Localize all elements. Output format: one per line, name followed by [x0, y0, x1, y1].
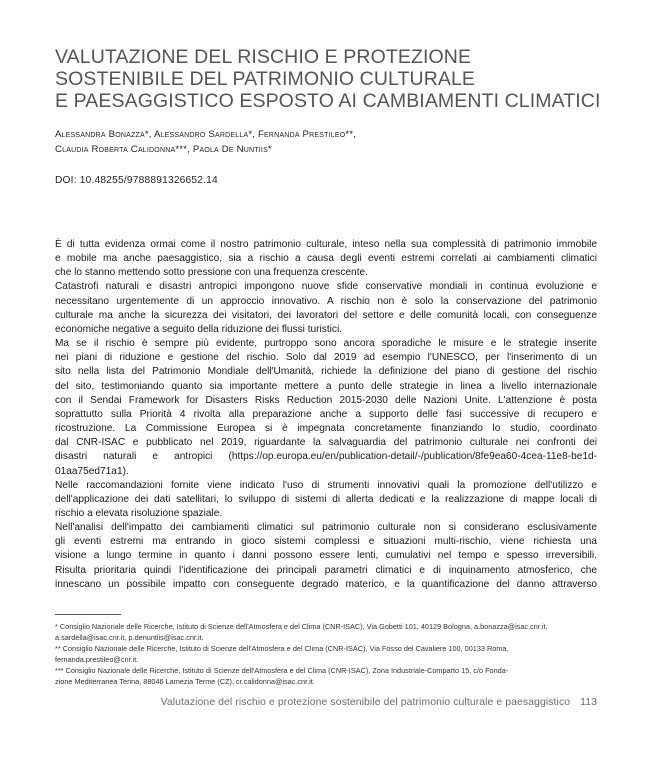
footnote-line: ** Consiglio Nazionale delle Ricerche, Istituto di Scienze dell'Atmosfera e del Clima (CNR-ISAC), Via Fosso del Cavaliere 100, 00133 Roma, [55, 643, 509, 653]
body-line: del sito, testimoniando quanto sia importante mettere a punto delle strategie in linea a livello internazionale [55, 380, 597, 392]
title-line: VALUTAZIONE DEL RISCHIO E PROTEZIONE [55, 46, 472, 68]
body-line: rischio a elevata risoluzione spaziale. [55, 507, 223, 519]
body-line: È di tutta evidenza ormai come il nostro patrimonio culturale, inteso nella sua complessità di patrimonio immobile [55, 239, 597, 250]
body-line: e mobile ma anche paesaggistico, sia a rischio a causa degli eventi estremi correlati ai cambiamenti climatici [55, 253, 597, 265]
running-footer [55, 697, 597, 708]
title-line: E PAESAGGISTICO ESPOSTO AI CAMBIAMENTI CLIMATICI [55, 90, 601, 112]
body-line: che lo stanno mettendo sotto pressione con una frequenza crescente. [55, 267, 368, 279]
footnote-line: fernanda.prestileo@cnr.it. [55, 654, 139, 664]
body-line: con il Sendai Framework for Disasters Risks Reduction 2015-2030 delle Nazioni Unite. L'attenzione è posta [55, 394, 597, 406]
body-line: 01aa75ed71a1). [55, 465, 129, 477]
body-line: dell'applicazione dei dati satellitari, lo sviluppo di sistemi di allerta dedicati e la realizzazione di mappe locali di [55, 493, 597, 505]
body-line: Nell'analisi dell'impatto dei cambiamenti climatici sul patrimonio culturale non si considerano esclusivamente [55, 522, 597, 534]
body-line: soprattutto sulla Priorità 4 rivolta alla preparazione anche a supporto delle fasi successive di recupero e [55, 408, 597, 420]
author-list [55, 127, 635, 157]
body-line: innescano un possibile impatto con conseguente degrado materico, e la quantificazione del danno attraverso [55, 578, 597, 590]
body-text [55, 238, 597, 592]
body-line: ricostruzione. La Commissione Europea si è impegnata concretamente finanziando lo studio, coordinato [55, 423, 597, 435]
author-line: Alessandra Bonazza*, Alessandro Sardella*, Fernanda Prestileo**, [55, 129, 357, 140]
body-line: Nelle raccomandazioni fornite viene indicato l'uso di strumenti innovativi quali la promozione dell'utilizzo e [55, 479, 597, 491]
body-line: economiche negative a seguito della riduzione dei flussi turistici. [55, 323, 343, 335]
body-line: sito nella lista del Patrimonio Mondiale dell'Umanità, richiede la definizione del piano di gestione del rischio [55, 366, 597, 378]
body-line: nei piani di riduzione e gestione del rischio. Solo dal 2019 ad esempio l'UNESCO, per l'inserimento di un [55, 352, 597, 364]
chapter-title [55, 46, 635, 112]
footnote-line: a.sardella@isac.cnr.it, p.denuntiis@isac.cnr.it. [55, 632, 204, 642]
doi-identifier: DOI: 10.48255/9788891326652.14 [55, 175, 218, 186]
footnote-line: *** Consiglio Nazionale delle Ricerche, Istituto di Scienze dell'Atmosfera e del Clima (CNR-ISAC), Zona Industriale-Comparto 15, c/o Fonda- [55, 665, 509, 675]
body-line: dal CNR-ISAC e pubblicato nel 2019, riguardante la salvaguardia del patrimonio culturale nei confronti dei [55, 437, 597, 449]
footnote-line: * Consiglio Nazionale delle Ricerche, Istituto di Scienze dell'Atmosfera e del Clima (CNR-ISAC), Via Gobetti 101, 40129 Bologna, a.bonazza@isac.cnr.it, [55, 622, 548, 631]
body-line: Ma se il rischio è sempre più evidente, purtroppo sono ancora sporadiche le misure e le strategie inserite [55, 338, 597, 350]
footnote-line: zione Mediterranea Terina, 88046 Lamezia Terme (CZ), cr.calidonna@isac.cnr.it. [55, 676, 315, 686]
author-line: Claudia Roberta Calidonna***, Paola De Nuntiis* [55, 144, 272, 155]
body-line: Catastrofi naturali e disastri antropici impongono nuove sfide conservative mondiali in continua evoluzione e [55, 281, 597, 293]
footnotes [55, 622, 600, 687]
title-line: SOSTENIBILE DEL PATRIMONIO CULTURALE [55, 68, 476, 90]
body-line: culturale ma anche la sicurezza dei visitatori, dei lavoratori del settore e delle comunità locali, con conseguenze [55, 309, 597, 321]
footnote-divider [55, 614, 121, 615]
running-footer-title: Valutazione del rischio e protezione sostenibile del patrimonio culturale e paesaggistico [160, 697, 571, 708]
body-line: visione a lungo termine in quanto i danni possono essere lenti, cumulativi nel tempo e spesso irreversibili. [55, 550, 597, 562]
body-line: Risulta prioritaria quindi l'identificazione dei principali parametri climatici e di inquinamento atmosferico, che [55, 564, 597, 576]
body-line: gli eventi estremi ma entrando in gioco sistemi complessi e situazioni multi-rischio, viene richiesta una [55, 536, 597, 548]
body-line: disastri naturali e antropici (https://op.europa.eu/en/publication-detail/-/publication/8fe9ea60-4cea-11e8-be1d- [55, 451, 597, 463]
page-number: 113 [580, 697, 597, 708]
body-line: necessitano urgentemente di un approccio innovativo. A rischio non è solo la conservazione del patrimonio [55, 295, 597, 307]
